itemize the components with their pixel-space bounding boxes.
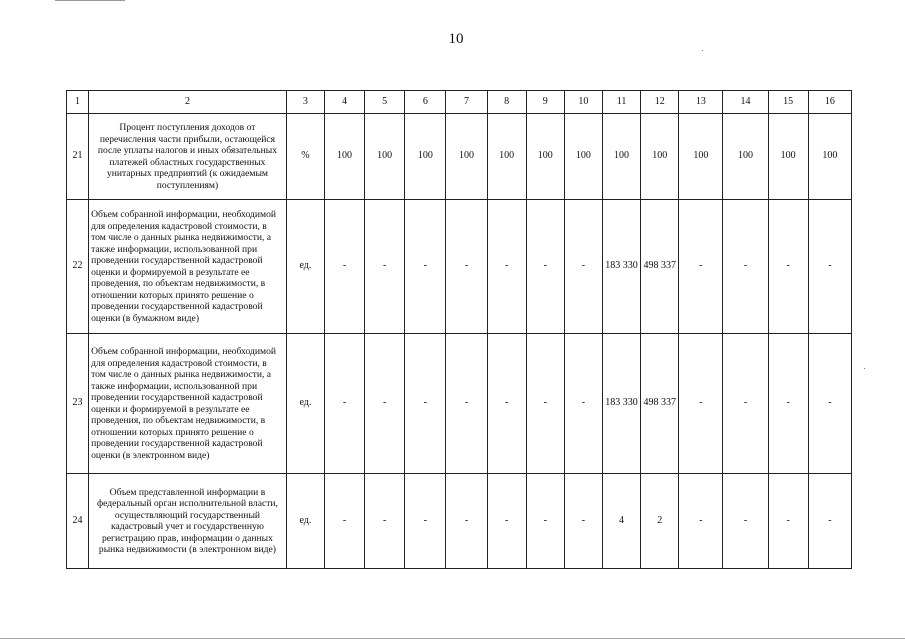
value-cell: -: [324, 200, 364, 334]
value-cell: -: [768, 200, 808, 334]
value-cell: 100: [526, 114, 564, 200]
row-number: 23: [67, 334, 89, 474]
value-cell: -: [487, 334, 526, 474]
scan-speck: [864, 368, 865, 369]
unit-cell: %: [286, 114, 324, 200]
value-cell: 100: [602, 114, 640, 200]
header-row: [67, 91, 852, 114]
indicator-name: Объем представленной информации в федеральный орган исполнительной власти, осуществляющий государственный кадастровый учет и государственную регистрацию прав, информации о данных рынка недвижимости (в электронном виде): [89, 474, 287, 569]
column-header-14: 14: [723, 91, 768, 114]
column-header-11: 11: [602, 91, 640, 114]
value-cell: 100: [723, 114, 768, 200]
value-cell: -: [365, 474, 405, 569]
column-header-6: 6: [405, 91, 446, 114]
value-cell: -: [446, 200, 487, 334]
value-cell: 100: [641, 114, 679, 200]
column-header-10: 10: [564, 91, 602, 114]
value-cell: 100: [487, 114, 526, 200]
column-header-3: 3: [286, 91, 324, 114]
column-header-5: 5: [365, 91, 405, 114]
value-cell: -: [487, 474, 526, 569]
indicator-name: Объем собранной информации, необходимой для определения кадастровой стоимости, в том числе о данных рынка недвижимости, а также информации, использованной при проведении государственной кадастровой оценки и формируемой в результате ее проведения, по объектам недвижимости, в отношении которых принято решение о проведении государственной кадастровой оценки (в бумажном виде): [89, 200, 287, 334]
value-cell: -: [526, 200, 564, 334]
value-cell: 100: [679, 114, 723, 200]
column-header-7: 7: [446, 91, 487, 114]
indicator-name: Объем собранной информации, необходимой для определения кадастровой стоимости, в том числе о данных рынка недвижимости, а также информации, использованной при проведении государственной кадастровой оценки и формируемой в результате ее проведения, по объектам недвижимости, в отношении которых принято решение о проведении государственной кадастровой оценки (в электронном виде): [89, 334, 287, 474]
column-header-1: 1: [67, 91, 89, 114]
column-header-12: 12: [641, 91, 679, 114]
table-row: [67, 200, 852, 334]
value-cell: -: [365, 200, 405, 334]
value-cell: -: [679, 474, 723, 569]
value-cell: 100: [365, 114, 405, 200]
table-row: [67, 474, 852, 569]
value-cell: 100: [564, 114, 602, 200]
value-cell: -: [324, 334, 364, 474]
value-cell: 183 330: [602, 200, 640, 334]
unit-cell: ед.: [286, 474, 324, 569]
value-cell: -: [405, 200, 446, 334]
column-header-8: 8: [487, 91, 526, 114]
indicator-name: Процент поступления доходов от перечисления части прибыли, остающейся после уплаты налогов и иных обязательных платежей областных государственных унитарных предприятий (к ожидаемым поступлениям): [89, 114, 287, 200]
column-header-2: 2: [89, 91, 287, 114]
value-cell: -: [487, 200, 526, 334]
value-cell: -: [526, 334, 564, 474]
value-cell: 100: [768, 114, 808, 200]
value-cell: -: [723, 334, 768, 474]
page-number: 10: [448, 31, 464, 47]
value-cell: -: [679, 334, 723, 474]
column-header-13: 13: [679, 91, 723, 114]
value-cell: -: [808, 474, 851, 569]
unit-cell: ед.: [286, 200, 324, 334]
value-cell: -: [808, 334, 851, 474]
value-cell: 100: [808, 114, 851, 200]
table-row: [67, 114, 852, 200]
value-cell: -: [564, 334, 602, 474]
value-cell: -: [564, 200, 602, 334]
value-cell: -: [446, 474, 487, 569]
value-cell: 100: [324, 114, 364, 200]
value-cell: -: [324, 474, 364, 569]
value-cell: 2: [641, 474, 679, 569]
value-cell: -: [723, 474, 768, 569]
bottom-edge-rule: [0, 638, 905, 639]
column-header-15: 15: [768, 91, 808, 114]
value-cell: -: [564, 474, 602, 569]
table-body: [67, 91, 852, 569]
value-cell: -: [365, 334, 405, 474]
top-edge-rule: [55, 0, 125, 1]
column-header-16: 16: [808, 91, 851, 114]
value-cell: 498 337: [641, 200, 679, 334]
value-cell: -: [768, 474, 808, 569]
value-cell: -: [808, 200, 851, 334]
row-number: 22: [67, 200, 89, 334]
value-cell: 100: [446, 114, 487, 200]
unit-cell: ед.: [286, 334, 324, 474]
column-header-4: 4: [324, 91, 364, 114]
value-cell: -: [723, 200, 768, 334]
value-cell: 100: [405, 114, 446, 200]
value-cell: -: [405, 334, 446, 474]
row-number: 21: [67, 114, 89, 200]
value-cell: 498 337: [641, 334, 679, 474]
value-cell: -: [405, 474, 446, 569]
scan-speck: [702, 50, 703, 51]
value-cell: 183 330: [602, 334, 640, 474]
value-cell: 4: [602, 474, 640, 569]
table-row: [67, 334, 852, 474]
value-cell: -: [768, 334, 808, 474]
column-header-9: 9: [526, 91, 564, 114]
value-cell: -: [526, 474, 564, 569]
value-cell: -: [446, 334, 487, 474]
row-number: 24: [67, 474, 89, 569]
indicators-table: [66, 90, 852, 569]
value-cell: -: [679, 200, 723, 334]
